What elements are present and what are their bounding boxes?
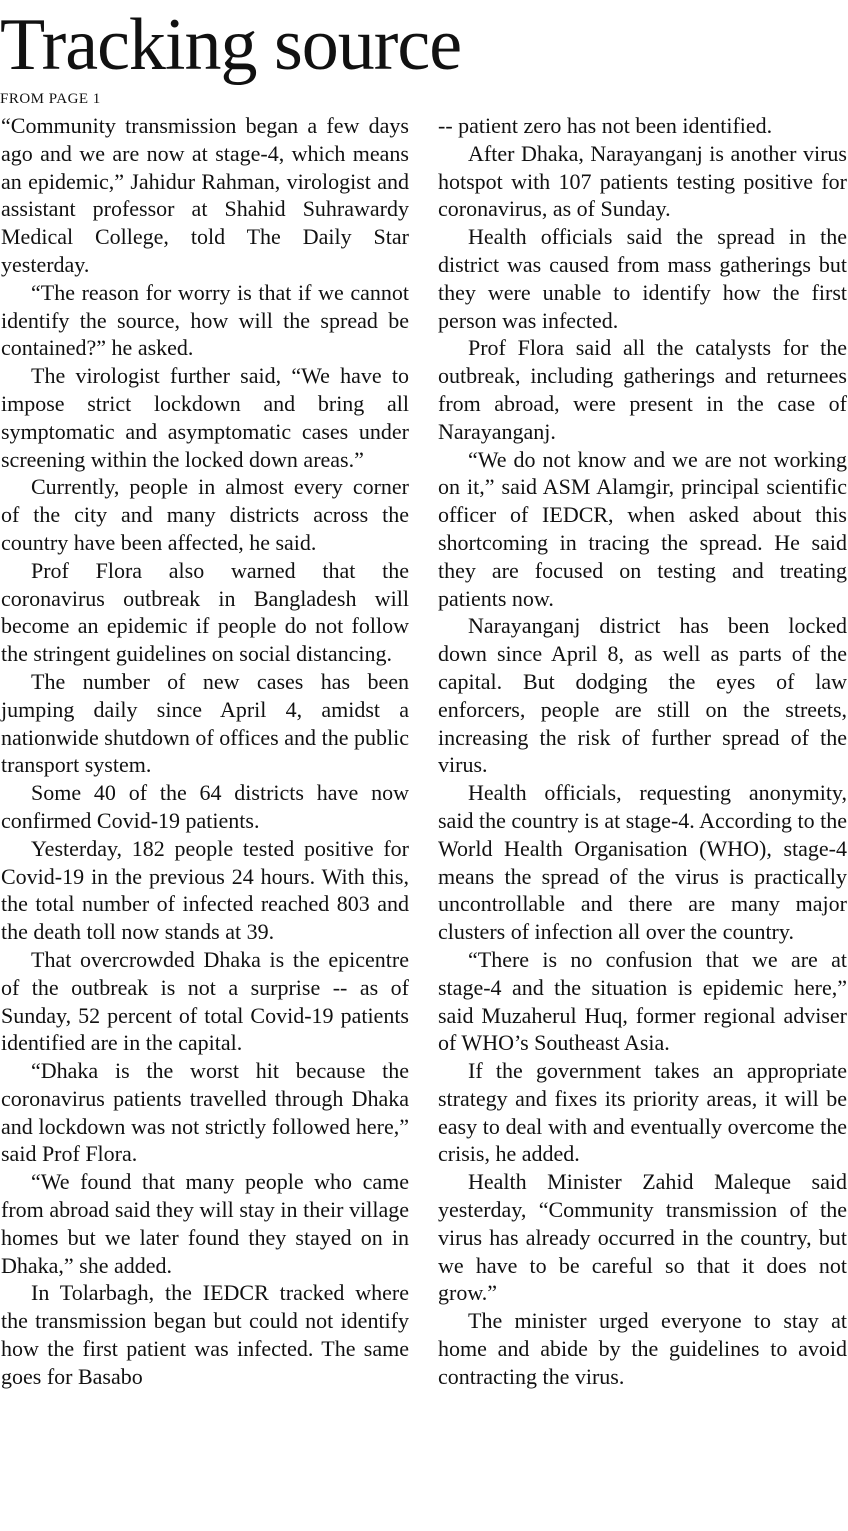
jump-label: FROM PAGE 1 bbox=[0, 91, 101, 107]
paragraph: Yesterday, 182 people tested positive for Covid-19 in the previous 24 hours. With this, the total number of infected reached 803 and the death toll now stands at 39. bbox=[1, 835, 409, 945]
paragraph: The minister urged everyone to stay at home and abide by the guidelines to avoid contracting the virus. bbox=[438, 1308, 847, 1389]
left-column bbox=[1, 112, 409, 1391]
paragraph: Health Minister Zahid Maleque said yesterday, “Community transmission of the virus has already occurred in the country, but we have to be careful so that it does not grow.” bbox=[438, 1169, 847, 1306]
paragraph: “We found that many people who came from abroad said they will stay in their village homes but we later found they stayed on in Dhaka,” she added. bbox=[1, 1169, 409, 1278]
paragraph: Currently, people in almost every corner of the city and many districts across the country have been affected, he said. bbox=[1, 474, 409, 555]
paragraph: “Community transmission began a few days ago and we are now at stage-4, which means an epidemic,” Jahidur Rahman, virologist and assistant professor at Shahid Suhrawardy Medical College, told The Daily Star yesterday. bbox=[1, 113, 409, 277]
paragraph: Health officials, requesting anonymity, said the country is at stage-4. According to the World Health Organisation (WHO), stage-4 means the spread of the virus is practically uncontrollable and there are many major clusters of infection all over the country. bbox=[438, 780, 847, 945]
paragraph: “We do not know and we are not working on it,” said ASM Alamgir, principal scientific officer of IEDCR, when asked about this shortcoming in tracing the spread. He said they are focused on testing and treating patients now. bbox=[438, 446, 847, 611]
paragraph: Some 40 of the 64 districts have now confirmed Covid-19 patients. bbox=[1, 780, 409, 833]
paragraph: The virologist further said, “We have to impose strict lockdown and bring all symptomatic and asymptomatic cases under screening within the locked down areas.” bbox=[1, 363, 409, 472]
paragraph: The number of new cases has been jumping daily since April 4, amidst a nationwide shutdown of offices and the public transport system. bbox=[1, 668, 409, 778]
paragraph: After Dhaka, Narayanganj is another virus hotspot with 107 patients testing positive for coronavirus, as of Sunday. bbox=[438, 140, 847, 222]
headline: Tracking source bbox=[0, 4, 462, 86]
paragraph: Narayanganj district has been locked down since April 8, as well as parts of the capital. But dodging the eyes of law enforcers, people are still on the streets, increasing the risk of further spread of the virus. bbox=[438, 613, 847, 778]
paragraph: -- patient zero has not been identified. bbox=[438, 113, 773, 138]
paragraph: Health officials said the spread in the district was caused from mass gatherings but they were unable to identify how the first person was infected. bbox=[438, 224, 847, 333]
paragraph: That overcrowded Dhaka is the epicentre of the outbreak is not a surprise -- as of Sunday, 52 percent of total Covid-19 patients identified are in the capital. bbox=[1, 946, 409, 1056]
paragraph: “Dhaka is the worst hit because the coronavirus patients travelled through Dhaka and lockdown was not strictly followed here,” said Prof Flora. bbox=[1, 1058, 409, 1167]
paragraph: “There is no confusion that we are at stage-4 and the situation is epidemic here,” said Muzaherul Huq, former regional adviser of WHO’s Southeast Asia. bbox=[438, 946, 847, 1056]
paragraph: If the government takes an appropriate strategy and fixes its priority areas, it will be easy to deal with and eventually overcome the crisis, he added. bbox=[438, 1058, 847, 1167]
paragraph: “The reason for worry is that if we cannot identify the source, how will the spread be contained?” he asked. bbox=[1, 279, 409, 361]
paragraph: In Tolarbagh, the IEDCR tracked where the transmission began but could not identify how the first patient was infected. The same goes for Basabo bbox=[1, 1280, 409, 1389]
right-column bbox=[438, 112, 847, 1391]
paragraph: Prof Flora also warned that the coronavirus outbreak in Bangladesh will become an epidemic if people do not follow the stringent guidelines on social distancing. bbox=[1, 557, 409, 667]
paragraph: Prof Flora said all the catalysts for the outbreak, including gatherings and returnees from abroad, were present in the case of Narayanganj. bbox=[438, 335, 847, 444]
